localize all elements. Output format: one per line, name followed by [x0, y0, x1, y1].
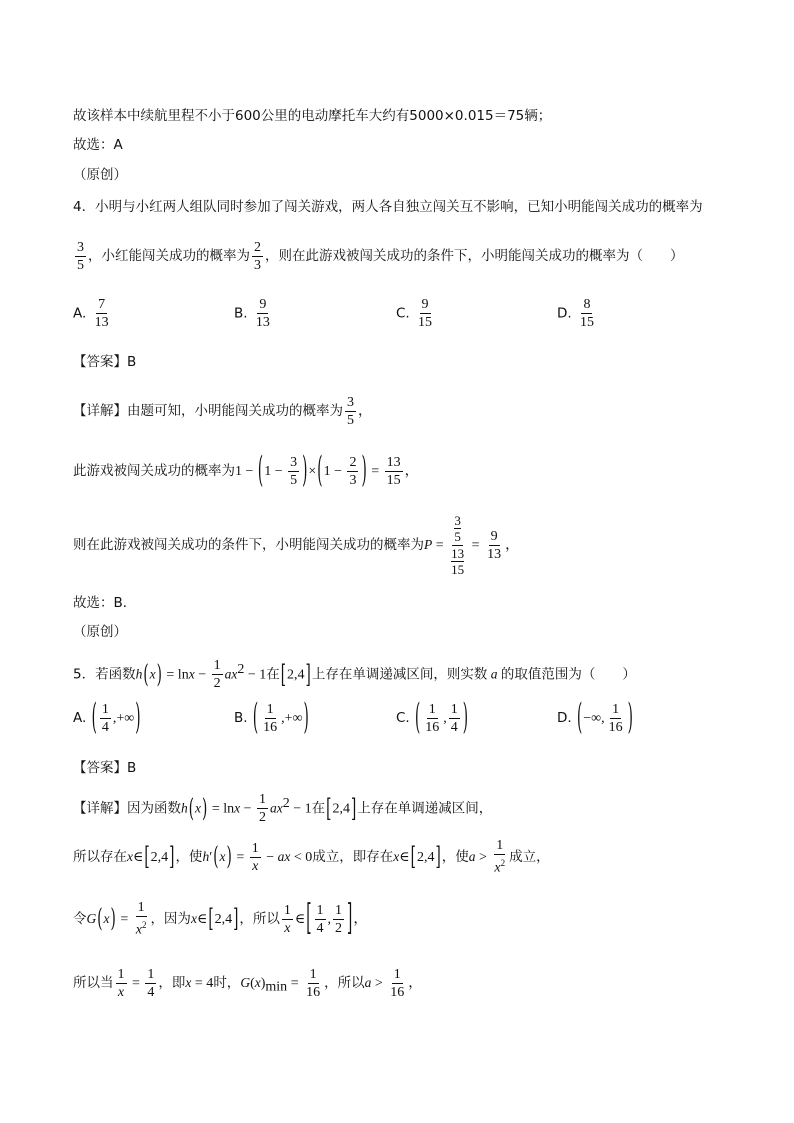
option-den: 15	[579, 315, 594, 330]
detail-4-line-3: 则在此游戏被闯关成功的条件下，小明能闯关成功的概率为P = 3 5 13 15 = $\frac{9}{13}$ ，	[73, 513, 520, 577]
option-letter: A.	[73, 305, 87, 322]
detail-4-line-1: 【详解】由题可知，小明能闯关成功的概率为 $\frac{3}{5}$ ，	[73, 394, 372, 428]
text-line-select-a	[73, 135, 123, 155]
fraction-3-5: $\frac{3}{5}$	[77, 239, 84, 273]
answer-label: 【答案】B	[73, 760, 137, 776]
detail-5-line-2: 所以存在x∈[2,4]，使h′(x) = $\frac{1}{x}$ − ax < 0成立，即存在x∈[2,4]，使a > $\frac{1}{x^2}$ 成立，	[73, 838, 550, 876]
option-b: B. ( $\frac{1}{16}$ ,+∞)	[234, 697, 309, 739]
fraction-2-3: $\frac{2}{3}$	[254, 239, 261, 273]
text-line-original-2	[73, 622, 127, 642]
option-letter: C.	[396, 710, 410, 726]
option-num: 7	[98, 297, 106, 312]
option-c	[396, 296, 436, 331]
option-letter: B.	[234, 710, 248, 726]
option-letter: C.	[396, 305, 410, 322]
detail-text: 时，	[213, 975, 241, 991]
detail-text: 【详解】因为函数	[73, 800, 181, 817]
text-line-select-b	[73, 593, 136, 613]
question-4-text: 4．小明与小红两人组队同时参加了闯关游戏，两人各自独立闯关互不影响，已知小明能闯关成功的概率为	[73, 199, 703, 215]
option-d: D. (−∞, $\frac{1}{16}$ )	[557, 697, 633, 739]
answer-label: 【答案】B	[73, 354, 137, 370]
option-num: 9	[259, 297, 267, 312]
detail-text: ，因为	[150, 911, 191, 927]
answer-5	[73, 758, 136, 778]
option-num: 8	[583, 297, 591, 312]
detail-5-line-3: 令G(x) = $\frac{1}{x^2}$ ，因为x∈[2,4]，所以 $\frac{1}{x}$ ∈[ $\frac{1}{4}$ , $\frac{1}{2}$ ]，	[73, 898, 368, 940]
detail-text: ，使	[175, 849, 203, 865]
detail-text: 所以当	[73, 975, 114, 991]
question-4-text-3: ，则在此游戏被闯关成功的条件下，小明能闯关成功的概率为（ ）	[265, 248, 684, 264]
detail-text: 成立，	[509, 849, 550, 865]
detail-text: 上存在单调递减区间，	[357, 800, 493, 817]
text-conclusion: 故该样本中续航里程不小于600公里的电动摩托车大约有5000×0.015＝75辆；	[73, 108, 552, 124]
option-d	[557, 296, 598, 331]
option-num: 9	[421, 297, 429, 312]
detail-text: 令	[73, 911, 87, 927]
question-4-stem-2	[73, 236, 684, 276]
option-b	[234, 296, 274, 331]
option-letter: A.	[73, 710, 87, 726]
detail-text: ，所以	[239, 911, 280, 927]
option-a	[73, 296, 113, 331]
detail-5-line-1: 【详解】因为函数h(x) = lnx − $\frac{1}{2}$ $ax^2 - 1$在[2,4]上存在单调递减区间，	[73, 792, 493, 825]
text-line-original-1	[73, 165, 127, 185]
option-letter: D.	[557, 710, 572, 726]
text-line-conclusion	[73, 106, 551, 126]
question-4-text-2: ，小红能闯关成功的概率为	[88, 248, 250, 264]
option-den: 15	[418, 315, 433, 330]
text-select-b: 故选：B．	[73, 595, 137, 611]
question-5-stem: 5．若函数h(x) = lnx − $\frac{1}{2}$ $ax^2 - 1$在[2,4]上存在单调递减区间，则实数 a 的取值范围为（ ）	[73, 658, 636, 691]
detail-text: 【详解】由题可知，小明能闯关成功的概率为	[73, 403, 343, 419]
text-original-tag: （原创）	[73, 624, 127, 640]
option-den: 13	[255, 315, 270, 330]
text-original-tag: （原创）	[73, 167, 127, 183]
detail-5-line-4: 所以当 $\frac{1}{x}$ = $\frac{1}{4}$ ，即x = 4时，$G(x)_{min}$ = $\frac{1}{16}$ ，所以a > $\frac{1}{16}$ ，	[73, 966, 423, 1000]
detail-text: ，所以	[324, 975, 365, 991]
detail-4-line-2: 此游戏被闯关成功的概率为1 − (1 − $\frac{3}{5}$ )×(1 − $\frac{2}{3}$ ) = $\frac{13}{15}$ ，	[73, 450, 419, 492]
question-5-text-2: 上存在单调递减区间，则实数	[311, 666, 488, 683]
detail-text: 所以存在	[73, 849, 127, 865]
question-5-text: 5．若函数	[73, 666, 136, 683]
detail-text: 此游戏被闯关成功的概率为	[73, 463, 235, 479]
question-4-stem	[73, 197, 703, 217]
option-c: C. ( $\frac{1}{16}$ , $\frac{1}{4}$ )	[396, 697, 469, 739]
detail-text: ，即	[158, 975, 186, 991]
question-5-text-3: 的取值范围为（ ）	[500, 666, 636, 683]
option-a: A. ( $\frac{1}{4}$ ,+∞)	[73, 697, 141, 739]
detail-text: ，使	[441, 849, 469, 865]
answer-4	[73, 352, 136, 372]
option-letter: B.	[234, 305, 248, 322]
text-select-a: 故选：A	[73, 137, 123, 153]
detail-text: 成立，即存在	[312, 849, 394, 865]
option-letter: D.	[557, 305, 572, 322]
option-den: 13	[94, 315, 109, 330]
detail-text: 则在此游戏被闯关成功的条件下，小明能闯关成功的概率为	[73, 537, 424, 553]
